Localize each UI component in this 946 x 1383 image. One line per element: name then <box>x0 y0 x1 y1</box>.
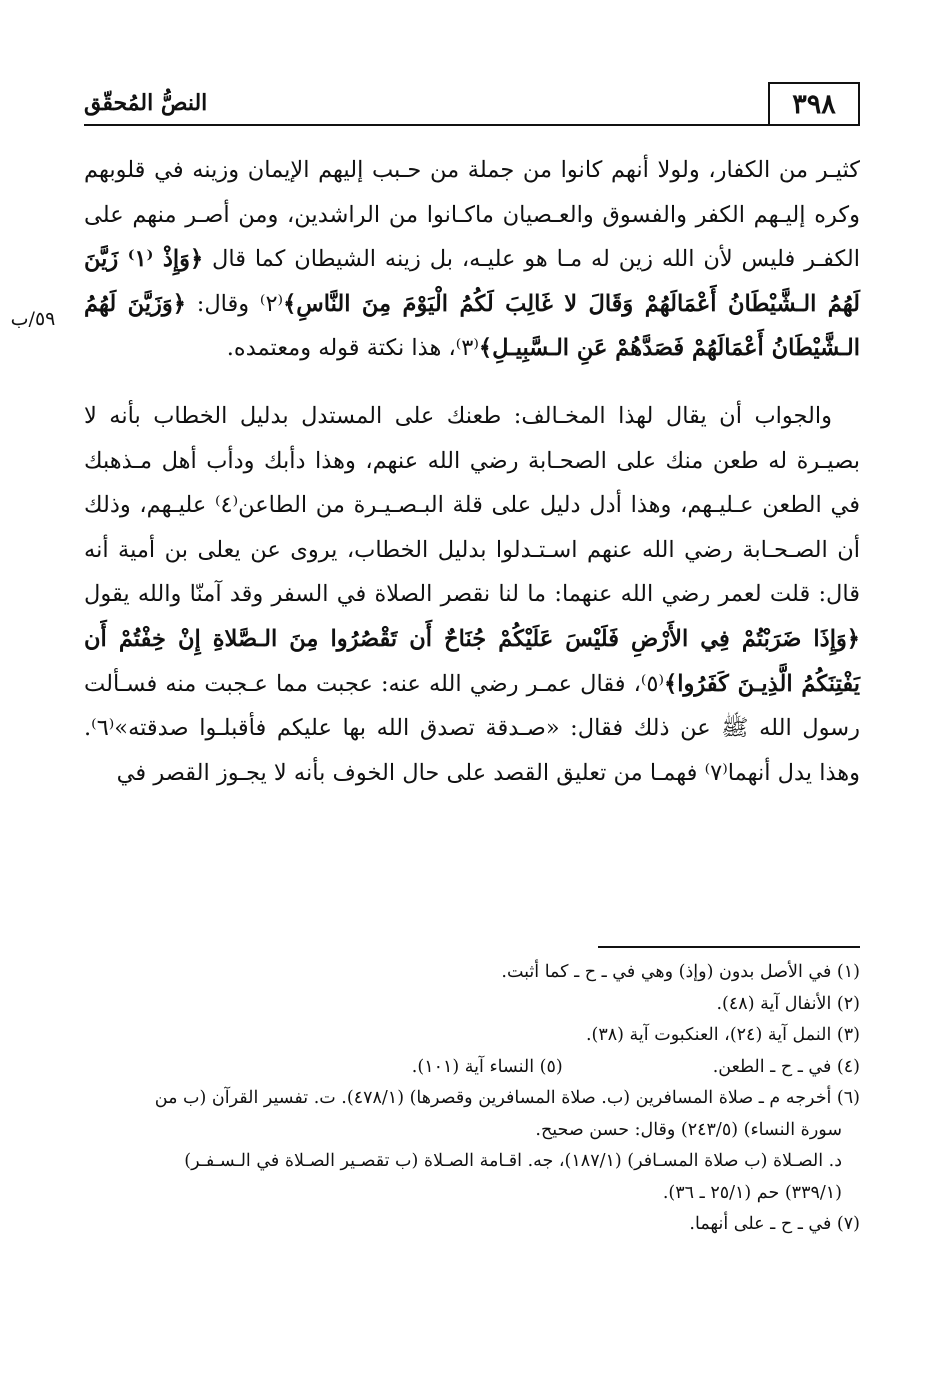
page-number: ٣٩٨ <box>768 82 860 124</box>
paragraph-2 <box>84 394 860 795</box>
footnote-5: (٥) النساء آية (١٠١). <box>411 1056 563 1077</box>
text-run: ⁽٥⁾، فقال عمـر رضي الله عنه: عجبت مما عـجبت منه فسـألت رسول الله ﷺ عن ذلك فقال: «صـدقة تصدق الله بها عليكم فأقبلـوا صدقته»⁽٦⁾. وهذا يدل أنهما⁽٧⁾ فهمـا من تعليق القصد على حال الخوف بأنه لا يجـوز القصر في <box>84 670 860 786</box>
footnote-6-cont: سورة النساء) (٢٤٣/٥) وقال: حسن صحيح. <box>535 1119 842 1140</box>
quran-verse: ﴿وَإِذَا ضَرَبْتُمْ فِي الأَرْضِ فَلَيْسَ عَلَيْكُمْ جُنَاحٌ أَن تَقْصُرُوا مِنَ الـصَّلاةِ إِنْ خِفْتُمْ أَن يَفْتِنَكُمُ الَّذِيـنَ كَفَرُوا﴾ <box>84 625 861 697</box>
footnote-7: (٧) في ـ ح ـ على أنهما. <box>689 1214 860 1234</box>
footnote-6: (٦) أخرجه م ـ صلاة المسافرين (ب. صلاة المسافرين وقصرها) (٤٧٨/١). ت. تفسير القرآن (ب من <box>154 1088 860 1108</box>
text-run: كثيـر من الكفار، ولولا أنهم كانوا من جملة من حـبب إليهم الإيمان وزينه في قلوبهم وكره إليـهم الكفر والفسوق والعـصيان ماكـانوا من الراشدين، ومن أصـر منهم على الكفـر فليس لأن الله زين له مـا هو عليـه، بل زينه الشيطان كما قال <box>84 157 860 273</box>
running-title: النصُّ المُحقّق <box>84 90 208 116</box>
footnote-4: (٤) في ـ ح ـ الطعن. <box>712 1056 860 1077</box>
footnote-6-cont: د. الصـلاة (ب صلاة المسـافر) (١٨٧/١)، جه. اقـامة الصـلاة (ب تقصـير الصـلاة في الـسـفـر) <box>184 1151 842 1171</box>
header-rule <box>84 124 860 126</box>
footnote-rule <box>598 946 860 948</box>
paragraph-1 <box>84 148 860 371</box>
text-run: والجواب أن يقال لهذا المخـالف: طعنك على المستدل بدليل الخطاب بأنه لا بصيـرة له طعن منك على الصحـابة رضي الله عنهم، وهذا دأبك ودأب أهل مـذهبك في الطعن عـليـهم، وهذا أدل دليل على قلة البـصـيـرة من الطاعن⁽٤⁾ عليـهم، وذلك أن الصـحـابة رضي الله عنهم اسـتـدلوا بدليل الخطاب، يروى عن يعلى بن أمية أنه قال: قلت لعمر رضي الله عنهما: ما لنا نقصر الصلاة في السفر وقد آمنّا والله يقول <box>84 402 860 608</box>
footnote-1: (١) في الأصل بدون (وإذ) وهي في ـ ح ـ كما أثبت. <box>501 962 860 982</box>
footnotes <box>84 957 860 1241</box>
quran-verse: ﴿وَزَيَّنَ لَهُمُ الـشَّيْطَانُ أَعْمَالَهُمْ فَصَدَّهُمْ عَنِ الـسَّبِيـلِ﴾ <box>84 290 860 362</box>
manuscript-folio-marker: ٥٩/ب <box>10 308 56 330</box>
footnote-3: (٣) النمل آية (٢٤)، العنكبوت آية (٣٨). <box>585 1025 860 1045</box>
footnote-2: (٢) الأنفال آية (٤٨). <box>716 993 860 1014</box>
footnote-row-4-5 <box>84 1052 860 1084</box>
quran-verse: ﴿وَإِذْ ⁽١⁾ زَيَّنَ لَهُمُ الـشَّيْطَانُ أَعْمَالَهُمْ وَقَالَ لا غَالِبَ لَكُمُ الْيَوْمَ مِنَ النَّاسِ﴾ <box>84 246 860 317</box>
text-run: ⁽٢⁾ وقال: <box>185 290 284 317</box>
text-run: ⁽٣⁾، هذا نكتة قوله ومعتمده. <box>226 335 479 362</box>
main-text <box>84 148 860 795</box>
footnote-6-cont: (٣٣٩/١) حم (٢٥/١ ـ ٣٦). <box>662 1182 842 1203</box>
